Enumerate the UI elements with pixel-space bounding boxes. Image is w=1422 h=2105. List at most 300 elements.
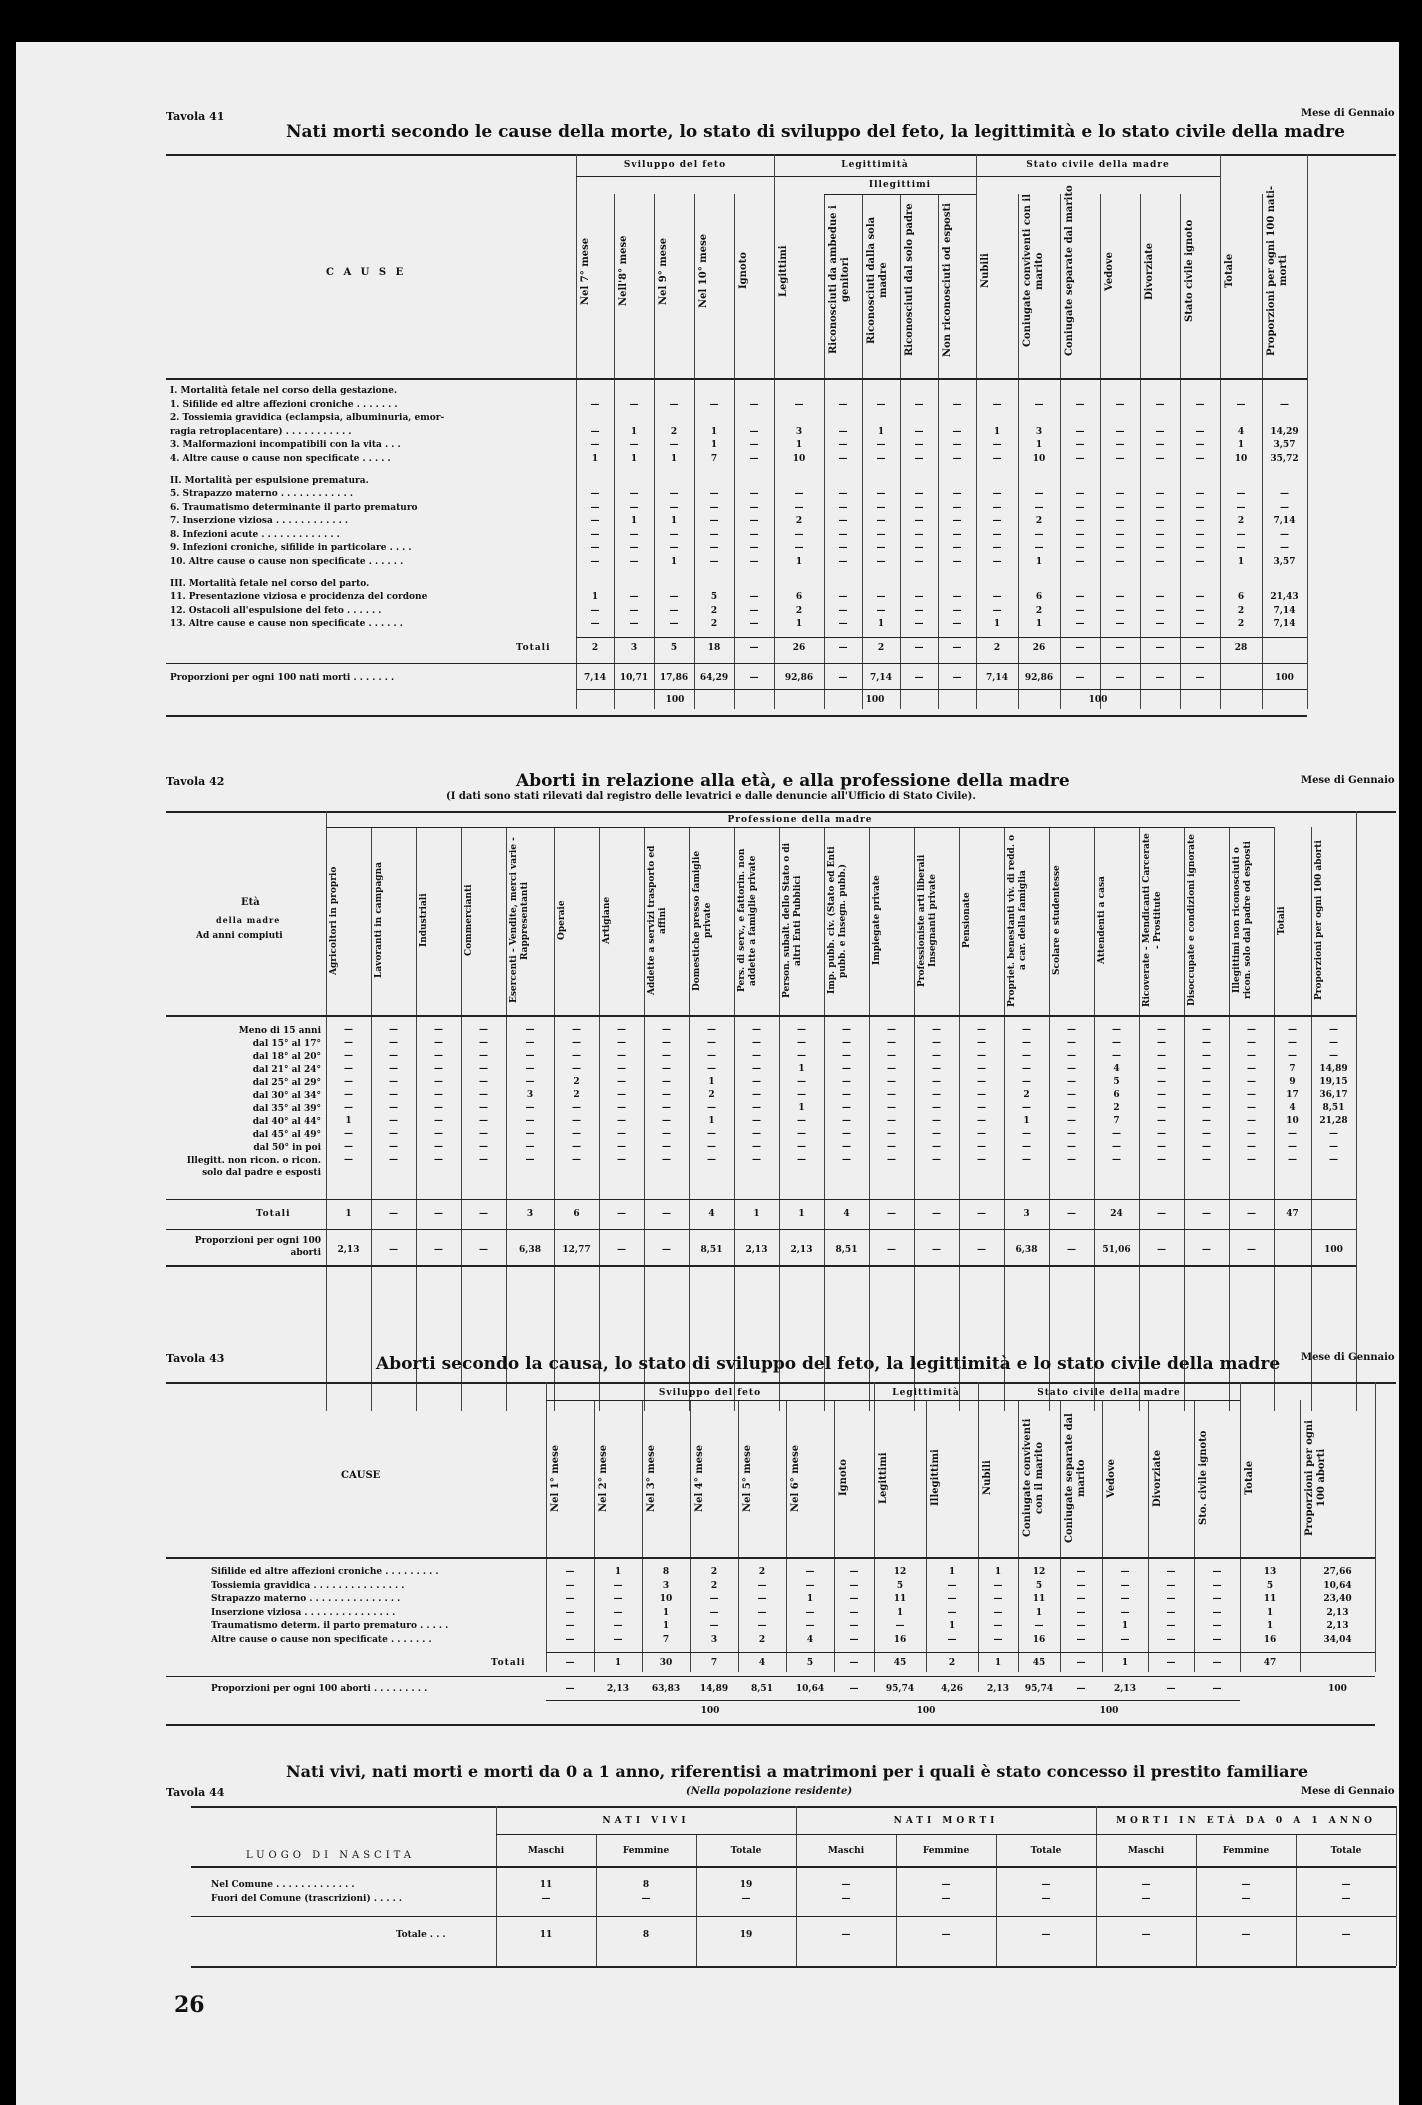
column-rule <box>938 194 939 709</box>
table-cell: — <box>344 1051 353 1061</box>
table-cell: — <box>992 502 1002 513</box>
table-cell: 1 <box>1035 1607 1043 1618</box>
row-label: 6. Traumatismo determinante il parto prematuro <box>170 502 418 513</box>
table-cell: — <box>876 453 886 464</box>
proportion-cell: — <box>1212 1684 1222 1694</box>
table-cell: — <box>1212 1580 1222 1591</box>
column-header: Nubili <box>980 253 991 289</box>
table-cell: — <box>842 1103 851 1113</box>
column-header: Totali <box>1277 906 1287 935</box>
table-cell: — <box>1067 1155 1076 1165</box>
column-rule <box>734 194 735 709</box>
table-cell: — <box>1075 529 1085 540</box>
proportion-cell: 2,13 <box>1114 1684 1136 1694</box>
table-cell: — <box>1288 1155 1297 1165</box>
table-cell: — <box>1329 1051 1338 1061</box>
table-cell: — <box>669 543 679 553</box>
table-cell: 4 <box>1289 1103 1296 1113</box>
table-cell: 1 <box>708 1116 715 1126</box>
column-rule <box>694 194 695 709</box>
table-title: Aborti secondo la causa, lo stato di sviluppo del feto, la legittimità e lo stato civile della madre <box>376 1354 1281 1374</box>
column-header: Disoccupate e condizioni ignorate <box>1187 834 1197 1007</box>
table-cell: — <box>344 1077 353 1087</box>
row-label: dal 25° al 29° <box>252 1078 321 1088</box>
column-rule <box>1018 1400 1019 1672</box>
column-rule <box>978 1400 979 1672</box>
column-header: Riconosciuti dal solo padre <box>904 203 915 357</box>
column-rule <box>1240 1400 1241 1672</box>
table-cell: — <box>707 1142 716 1152</box>
table-cell: — <box>1202 1116 1211 1126</box>
table-cell: — <box>749 543 759 553</box>
table-cell: 21,43 <box>1270 592 1299 602</box>
column-header: Maschi <box>827 1846 865 1856</box>
table-cell: — <box>434 1077 443 1087</box>
hundreds-rule <box>576 689 1307 690</box>
column-header: Legittimi <box>878 1452 889 1504</box>
hundred-stato-civile: 100 <box>1099 1706 1119 1716</box>
table-cell: 1 <box>1035 619 1043 629</box>
table-cell: — <box>1166 1621 1176 1631</box>
table-cell: — <box>1155 502 1165 513</box>
table-cell: — <box>629 502 639 513</box>
table-cell: 14,89 <box>1319 1064 1348 1074</box>
column-rule <box>1148 1400 1149 1672</box>
total-cell: 2 <box>948 1658 956 1668</box>
total-cell: — <box>1166 1658 1176 1668</box>
column-header: Riconosciuti da ambedue i genitori <box>828 205 851 355</box>
table-cell: — <box>952 453 962 464</box>
table-top-rule <box>191 1806 1396 1808</box>
table-cell: 1 <box>993 426 1001 437</box>
table-cell: — <box>797 1155 806 1165</box>
proportion-cell: 7,14 <box>584 672 606 683</box>
table-cell: — <box>1115 399 1125 410</box>
table-cell: — <box>1034 1621 1044 1631</box>
table-cell: — <box>434 1025 443 1035</box>
column-header: Nel 1° mese <box>550 1444 561 1512</box>
table-cell: — <box>932 1090 941 1100</box>
table-cell: — <box>952 556 962 567</box>
column-header: Domestiche presso famiglie private <box>692 850 713 991</box>
table-cell: — <box>1280 502 1289 513</box>
table-cell: — <box>572 1051 581 1061</box>
table-cell: 1 <box>630 516 638 526</box>
table-top-rule <box>166 1382 1396 1384</box>
total-cell: 4 <box>843 1209 850 1219</box>
proportion-cell: — <box>1166 1684 1176 1694</box>
table-cell: — <box>669 605 679 616</box>
column-header: Nel 9° mese <box>658 237 669 305</box>
table-cell: — <box>389 1077 398 1087</box>
table-cell: — <box>479 1129 488 1139</box>
column-header: Ignoto <box>838 1459 849 1497</box>
table-cell: — <box>838 489 848 499</box>
table-cell: — <box>932 1155 941 1165</box>
table-cell: — <box>914 556 924 567</box>
table-cell: 1 <box>795 440 803 450</box>
table-cell: — <box>749 440 759 450</box>
table-cell: — <box>617 1129 626 1139</box>
table-cell: — <box>1115 440 1125 450</box>
column-header: Coniugate conviventi con il marito <box>1022 194 1045 348</box>
column-header: Divorziate <box>1144 242 1155 300</box>
table-number: Tavola 42 <box>166 775 225 788</box>
row-label: Sifilide ed altre affezioni croniche . . . . . . . . . <box>211 1567 439 1577</box>
total-cell: — <box>1067 1209 1076 1219</box>
proportion-label: Proporzioni per ogni 100 aborti . . . . . . . . . <box>211 1684 428 1694</box>
table-cell: — <box>992 543 1002 553</box>
column-header: Lavoranti in campagna <box>374 862 384 979</box>
table-cell: — <box>1034 489 1044 499</box>
proportion-cell: 14,89 <box>699 1684 729 1694</box>
table-cell: — <box>1115 605 1125 616</box>
table-cell: — <box>992 605 1002 616</box>
table-cell: — <box>842 1038 851 1048</box>
table-cell: — <box>662 1090 671 1100</box>
table-cell: 1 <box>1035 440 1043 450</box>
group-header-stato-civile: Stato civile della madre <box>1026 160 1170 170</box>
table-subtitle: (I dati sono stati rilevati dal registro delle levatrici e dalle denuncie all'Ufficio di Stato Civile). <box>446 791 976 802</box>
row-label: dal 18° al 20° <box>252 1052 321 1062</box>
total-cell: 1 <box>753 1209 760 1219</box>
total-cell: — <box>1157 1209 1166 1219</box>
table-cell: — <box>617 1064 626 1074</box>
table-cell: — <box>838 556 848 567</box>
table-cell: 1 <box>345 1116 352 1126</box>
table-cell: 34,04 <box>1323 1634 1352 1645</box>
table-cell: — <box>876 605 886 616</box>
table-cell: — <box>709 1607 719 1618</box>
totals-label: Totali <box>256 1209 291 1219</box>
table-cell: 2 <box>795 516 803 526</box>
table-cell: — <box>565 1567 575 1577</box>
table-cell: — <box>1115 543 1125 553</box>
table-cell: — <box>1166 1607 1176 1618</box>
proportion-cell: 2,13 <box>337 1245 360 1255</box>
table-cell: — <box>952 592 962 602</box>
totals-label: Totali <box>516 642 551 653</box>
table-cell: — <box>629 529 639 540</box>
table-cell: — <box>590 502 600 513</box>
table-cell: — <box>1195 426 1205 437</box>
row-label: Totale . . . <box>396 1930 446 1940</box>
column-rule <box>900 194 901 709</box>
table-cell: — <box>752 1116 761 1126</box>
group-header-stato-civile: Stato civile della madre <box>1037 1388 1181 1398</box>
table-cell: — <box>662 1038 671 1048</box>
table-cell: — <box>1075 592 1085 602</box>
table-cell: — <box>572 1129 581 1139</box>
table-title: Aborti in relazione alla età, e alla professione della madre <box>516 771 1070 791</box>
table-cell: — <box>842 1142 851 1152</box>
table-cell: — <box>1067 1116 1076 1126</box>
table-cell: 1 <box>630 426 638 437</box>
table-cell: — <box>1341 1894 1351 1904</box>
row-label: 7. Inserzione viziosa . . . . . . . . . . . . <box>170 516 349 526</box>
table-cell: — <box>572 1038 581 1048</box>
table-cell: — <box>1329 1025 1338 1035</box>
table-cell: — <box>941 1930 951 1940</box>
totals-rule <box>576 637 1307 638</box>
column-rule <box>862 194 863 709</box>
table-cell: 1 <box>710 440 718 450</box>
table-cell: — <box>662 1077 671 1087</box>
row-label: III. Mortalità fetale nel corso del parto. <box>170 578 370 589</box>
total-cell: 1 <box>798 1209 805 1219</box>
table-bottom-rule <box>166 715 1307 717</box>
table-month: Mese di Gennaio <box>1301 775 1395 786</box>
proportion-cell: — <box>1195 672 1205 683</box>
table-cell: — <box>1076 1580 1086 1591</box>
table-month: Mese di Gennaio <box>1301 108 1395 119</box>
table-cell: — <box>1247 1038 1256 1048</box>
table-cell: — <box>1141 1880 1151 1890</box>
column-rule <box>774 194 775 709</box>
table-cell: — <box>669 502 679 513</box>
table-cell: — <box>1141 1894 1151 1904</box>
table-cell: 11 <box>1263 1594 1277 1604</box>
table-bottom-rule <box>166 1265 1356 1267</box>
column-header: Ricoverate - Mendicanti Carcerate - Prostitute <box>1142 833 1163 1008</box>
table-cell: — <box>1075 516 1085 526</box>
table-cell: 14,29 <box>1270 426 1299 437</box>
group-rule <box>546 1400 1240 1401</box>
total-cell: 1 <box>994 1658 1002 1668</box>
column-header: Femmine <box>622 1846 670 1856</box>
table-cell: — <box>1202 1142 1211 1152</box>
table-cell: — <box>572 1142 581 1152</box>
table-cell: — <box>1155 399 1165 410</box>
table-cell: 6 <box>795 592 803 602</box>
table-cell: 8 <box>662 1567 670 1577</box>
total-cell: — <box>1195 642 1205 653</box>
row-label: Inserzione viziosa . . . . . . . . . . . . . . . <box>211 1607 396 1618</box>
table-cell: — <box>709 529 719 540</box>
table-cell: — <box>525 1129 535 1139</box>
row-label: 9. Infezioni croniche, sifilide in particolare . . . . <box>170 543 412 553</box>
table-cell: — <box>1141 1930 1151 1940</box>
table-cell: — <box>1247 1155 1256 1165</box>
table-cell: — <box>887 1129 896 1139</box>
table-cell: — <box>914 426 924 437</box>
table-cell: 2 <box>670 426 678 437</box>
table-cell: — <box>617 1077 626 1087</box>
table-cell: 3 <box>795 426 803 437</box>
table-cell: — <box>565 1634 575 1645</box>
table-cell: — <box>849 1634 859 1645</box>
table-cell: — <box>1202 1103 1211 1113</box>
table-cell: — <box>841 1880 851 1890</box>
table-cell: — <box>479 1142 488 1152</box>
row-label: dal 21° al 24° <box>252 1065 321 1075</box>
table-cell: 16 <box>1263 1634 1277 1645</box>
table-cell: 1 <box>591 453 599 464</box>
table-cell: — <box>952 502 962 513</box>
table-cell: — <box>344 1155 353 1165</box>
table-cell: 1 <box>795 556 803 567</box>
table-cell: — <box>1288 1129 1297 1139</box>
column-rule <box>1194 1400 1195 1672</box>
table-cell: — <box>1157 1051 1166 1061</box>
table-cell: — <box>629 543 639 553</box>
column-header: Addette a servizi trasporto ed affini <box>647 845 668 996</box>
table-cell: — <box>525 1103 535 1113</box>
total-cell: — <box>914 642 924 653</box>
table-cell: 1 <box>614 1567 622 1577</box>
table-cell: — <box>977 1142 986 1152</box>
table-cell: — <box>565 1607 575 1618</box>
table-cell: — <box>887 1064 896 1074</box>
proportion-cell: — <box>479 1245 488 1255</box>
table-cell: — <box>1120 1594 1130 1604</box>
table-cell: — <box>613 1580 623 1591</box>
table-cell: — <box>952 516 962 526</box>
proportion-cell: — <box>617 1245 626 1255</box>
proportion-cell: 63,83 <box>651 1684 681 1694</box>
table-cell: 2 <box>573 1077 580 1087</box>
table-cell: — <box>752 1142 761 1152</box>
table-cell: — <box>932 1142 941 1152</box>
table-cell: 2 <box>1035 605 1043 616</box>
proportion-cell: — <box>1075 672 1085 683</box>
total-cell: — <box>1202 1209 1211 1219</box>
table-cell: — <box>434 1038 443 1048</box>
row-label: dal 15° al 17° <box>252 1039 321 1049</box>
table-cell: — <box>749 453 759 464</box>
table-cell: — <box>662 1155 671 1165</box>
age-header-sub: della madre <box>216 915 281 925</box>
table-cell: — <box>525 1155 535 1165</box>
column-header: Pers. di serv., e fattorin. non addette a famiglie private <box>737 848 758 993</box>
total-cell: 5 <box>670 642 678 653</box>
cause-column-header: CAUSE <box>341 1470 381 1481</box>
table-right-rule <box>1396 1806 1397 1966</box>
table-cell: — <box>849 1607 859 1618</box>
table-cell: — <box>1075 543 1085 553</box>
table-cell: 19 <box>739 1880 753 1890</box>
table-cell: — <box>914 440 924 450</box>
table-cell: — <box>1155 543 1165 553</box>
total-cell: — <box>1155 642 1165 653</box>
total-cell: 45 <box>1032 1658 1046 1668</box>
table-cell: — <box>389 1142 398 1152</box>
table-cell: — <box>479 1090 488 1100</box>
table-cell: — <box>1247 1077 1256 1087</box>
table-cell: 6 <box>1237 592 1245 602</box>
table-cell: — <box>590 543 600 553</box>
table-cell: — <box>1022 1142 1031 1152</box>
table-cell: — <box>749 502 759 513</box>
table-cell: 2 <box>1237 516 1245 526</box>
table-cell: — <box>707 1103 716 1113</box>
table-cell: 2 <box>758 1567 766 1577</box>
table-cell: 17 <box>1286 1090 1299 1100</box>
column-rule <box>614 194 615 709</box>
table-cell: — <box>1202 1025 1211 1035</box>
table-cell: — <box>1120 1607 1130 1618</box>
table-cell: — <box>977 1025 986 1035</box>
table-cell: — <box>590 489 600 499</box>
total-cell: — <box>952 642 962 653</box>
table-cell: — <box>1288 1051 1297 1061</box>
table-month: Mese di Gennaio <box>1301 1786 1395 1797</box>
total-cell: 1 <box>1121 1658 1129 1668</box>
column-rule <box>1300 1400 1301 1672</box>
table-cell: — <box>1115 489 1125 499</box>
table-cell: — <box>479 1155 488 1165</box>
column-rule <box>1018 194 1019 709</box>
proportion-cell: — <box>1155 672 1165 683</box>
table-cell: — <box>1115 556 1125 567</box>
table-cell: 1 <box>1237 556 1245 567</box>
column-rule <box>1102 1400 1103 1672</box>
table-cell: — <box>707 1129 716 1139</box>
proportion-cell: 7,14 <box>986 672 1008 683</box>
table-cell: — <box>749 399 759 410</box>
table-cell: — <box>1157 1129 1166 1139</box>
table-cell: 3,57 <box>1273 556 1296 567</box>
table-cell: — <box>1236 399 1246 410</box>
table-cell: — <box>952 529 962 540</box>
table-cell: — <box>876 516 886 526</box>
table-cell: — <box>932 1051 941 1061</box>
table-cell: — <box>805 1580 815 1591</box>
table-cell: — <box>525 1077 535 1087</box>
table-cell: — <box>1022 1077 1031 1087</box>
group-rule <box>326 827 1274 828</box>
table-cell: 1 <box>662 1607 670 1618</box>
table-cell: — <box>932 1025 941 1035</box>
total-cell: — <box>749 642 759 653</box>
total-cell: 1 <box>345 1209 352 1219</box>
total-cell: 3 <box>1023 1209 1030 1219</box>
table-cell: 10 <box>659 1594 673 1604</box>
group-divider <box>874 1382 875 1400</box>
table-cell: — <box>1247 1103 1256 1113</box>
table-cell: — <box>1115 502 1125 513</box>
table-cell: 1 <box>670 556 678 567</box>
table-cell: — <box>1157 1064 1166 1074</box>
table-cell: — <box>914 529 924 540</box>
table-cell: — <box>1022 1051 1031 1061</box>
column-header: Nel 3° mese <box>646 1444 657 1512</box>
group-header-sviluppo: Sviluppo del feto <box>623 160 727 170</box>
column-header: Attendenti a casa <box>1097 876 1107 965</box>
table-cell: — <box>849 1594 859 1604</box>
table-cell: — <box>993 1594 1003 1604</box>
table-cell: — <box>1067 1090 1076 1100</box>
table-cell: — <box>1341 1930 1351 1940</box>
table-cell: — <box>590 529 600 540</box>
table-cell: 2 <box>1035 516 1043 526</box>
table-cell: — <box>669 440 679 450</box>
hundred-sviluppo: 100 <box>700 1706 720 1716</box>
table-cell: — <box>389 1051 398 1061</box>
table-cell: — <box>662 1051 671 1061</box>
table-cell: 27,66 <box>1323 1567 1352 1577</box>
proportion-cell: 12,77 <box>562 1245 591 1255</box>
row-label: I. Mortalità fetale nel corso della gestazione. <box>170 386 398 396</box>
row-label: II. Mortalità per espulsione prematura. <box>170 475 369 486</box>
table-cell: — <box>1155 605 1165 616</box>
table-cell: — <box>629 605 639 616</box>
column-rule <box>642 1400 643 1672</box>
table-cell: — <box>709 489 719 499</box>
table-cell: — <box>1280 543 1289 553</box>
table-cell: 11 <box>1032 1594 1046 1604</box>
table-cell: 9 <box>1289 1077 1296 1087</box>
